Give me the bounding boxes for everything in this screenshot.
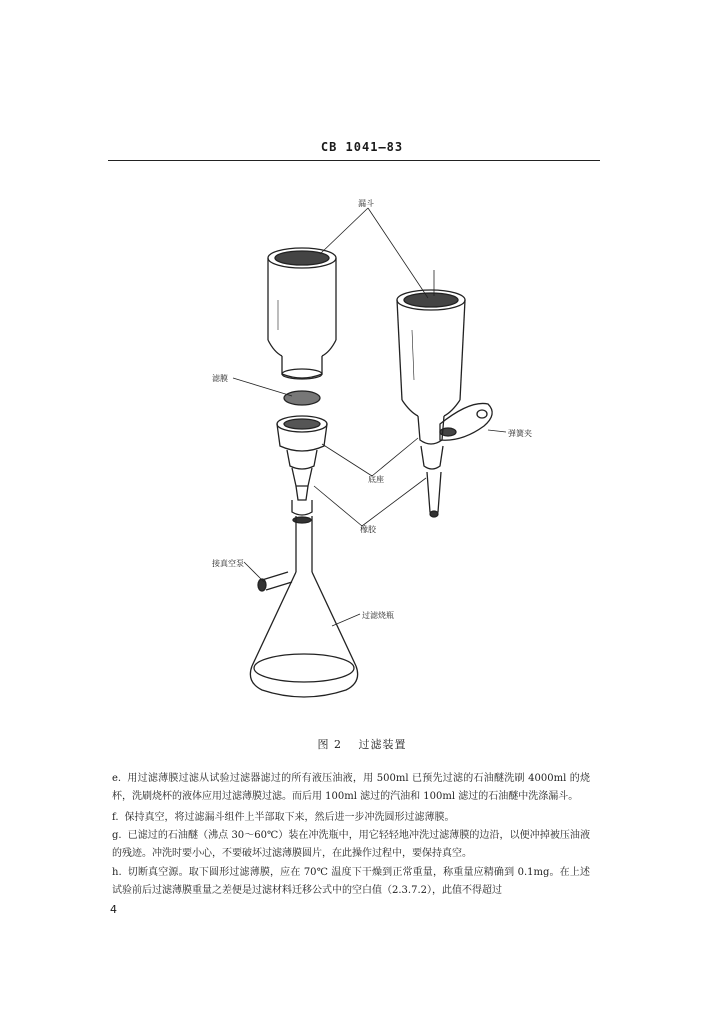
caption-number: 图 2	[317, 738, 342, 751]
item-label: h.	[112, 867, 122, 878]
left-funnel	[268, 248, 336, 379]
label-rubber-stopper: 橡胶	[360, 525, 376, 534]
page-number: 4	[110, 903, 117, 916]
item-label: f.	[112, 812, 119, 823]
paragraph-g	[112, 827, 590, 863]
left-base	[277, 416, 327, 500]
item-label: g.	[112, 830, 122, 841]
label-filter-flask: 过滤烧瓶	[362, 611, 394, 620]
paragraph-e	[112, 770, 590, 806]
figure-caption	[0, 736, 724, 752]
paragraph-h	[112, 864, 590, 900]
label-clamp: 弹簧夹	[508, 429, 532, 438]
paragraph-text: 用过滤薄膜过滤从试验过滤器滤过的所有液压油液，用 500ml 已预先过滤的石油醚洗刷 4000ml 的烧杯，洗刷烧杯的液体应用过滤薄膜过滤。而后用 100ml 滤过的汽油和 100ml 滤过的石油醚中洗涤漏斗。	[112, 773, 590, 802]
standard-code-header: CB 1041—83	[320, 140, 404, 154]
leader-lines	[233, 208, 506, 626]
paragraph-text: 切断真空源。取下圆形过滤薄膜，应在 70℃ 温度下干燥到正常重量，称重量应精确到 0.1mg。在上述试验前后过滤薄膜重量之差便是过滤材料迁移公式中的空白值（2.3.7.2），此值不得超过	[112, 867, 590, 896]
paragraph-text: 已滤过的石油醚（沸点 30～60℃）装在冲洗瓶中，用它轻轻地冲洗过滤薄膜的边沿，以便冲掉被压油液的残迹。冲洗时要小心，不要破坏过滤薄膜圆片，在此操作过程中，要保持真空。	[112, 830, 590, 859]
caption-title: 过滤装置	[358, 738, 407, 751]
label-base: 底座	[368, 475, 384, 484]
right-assembly	[397, 270, 492, 517]
filter-flask	[250, 500, 357, 697]
paragraph-f	[112, 809, 590, 827]
label-filter-membrane: 滤膜	[212, 374, 228, 383]
paragraph-text: 保持真空，将过滤漏斗组件上半部取下来，然后进一步冲洗圆形过滤薄膜。	[124, 812, 455, 823]
filter-membrane-disc	[284, 391, 320, 405]
item-label: e.	[112, 773, 122, 784]
label-vacuum-connection: 接真空泵	[212, 559, 244, 568]
label-funnel: 漏斗	[358, 199, 374, 208]
